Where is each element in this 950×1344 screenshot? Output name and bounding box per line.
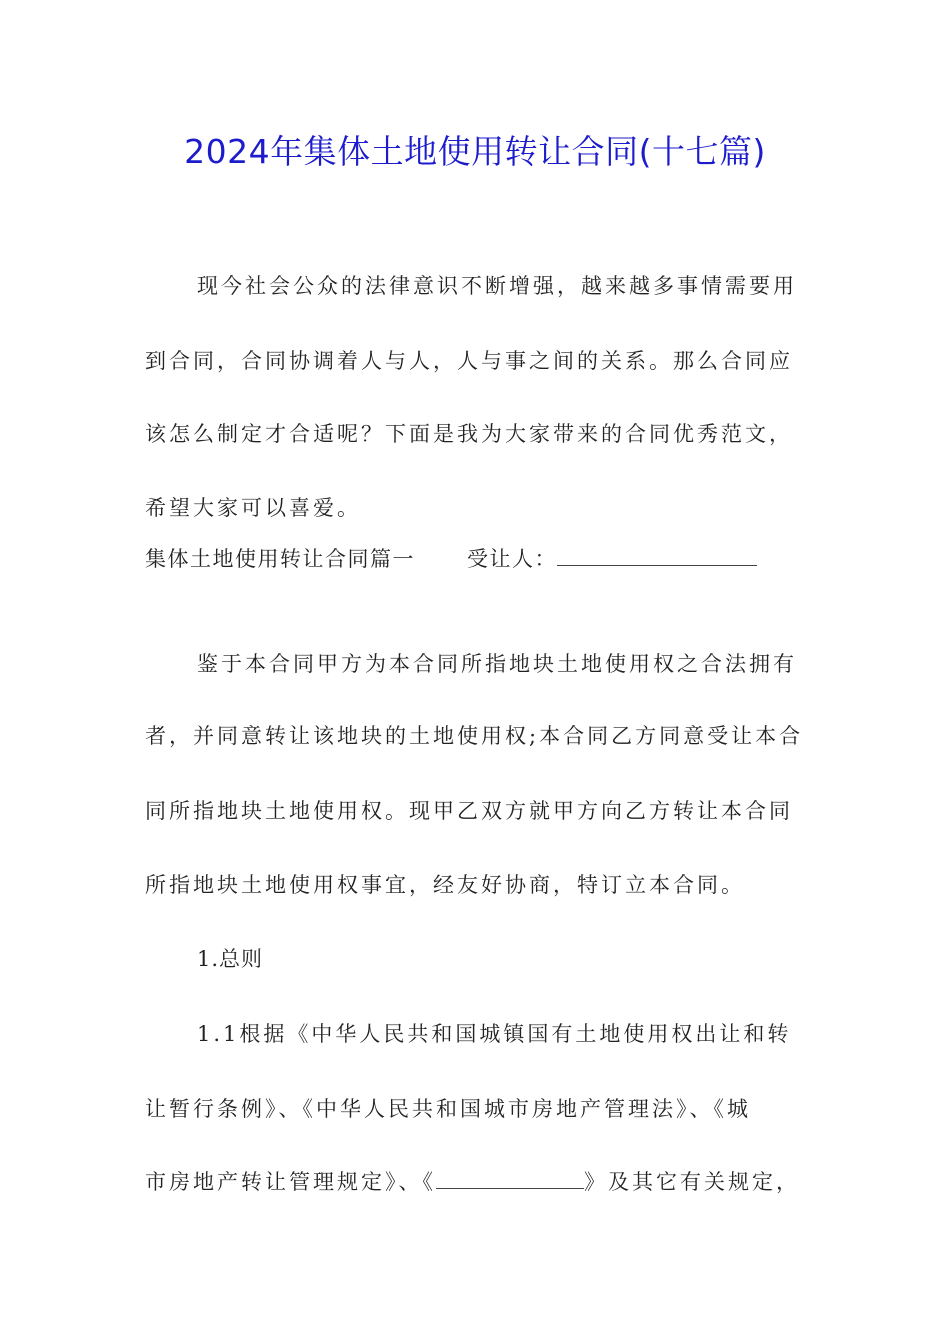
section-heading: 集体土地使用转让合同篇一 — [145, 547, 415, 571]
section-heading-line — [145, 543, 757, 573]
transferee-blank — [557, 547, 757, 566]
paragraph-line: 者，并同意转让该地块的土地使用权;本合同乙方同意受让本合 — [145, 724, 804, 748]
clause-line: 1.1根据《中华人民共和国城镇国有土地使用权出让和转 — [197, 1022, 792, 1046]
paragraph-line: 所指地块土地使用权事宜，经友好协商，特订立本合同。 — [145, 873, 745, 897]
clause-line-3 — [145, 1166, 800, 1196]
clause-line: 让暂行条例》、《中华人民共和国城市房地产管理法》、《城 — [145, 1097, 751, 1121]
intro-line: 现今社会公众的法律意识不断增强，越来越多事情需要用 — [197, 274, 797, 298]
transferee-label: 受让人： — [467, 547, 557, 571]
intro-line: 到合同，合同协调着人与人，人与事之间的关系。那么合同应 — [145, 349, 793, 373]
regulation-blank — [436, 1170, 584, 1189]
document-title: 2024年集体土地使用转让合同(十七篇) — [184, 132, 766, 171]
clause-heading: 1.总则 — [197, 947, 264, 971]
intro-line: 该怎么制定才合适呢？下面是我为大家带来的合同优秀范文， — [145, 422, 793, 446]
paragraph-line: 同所指地块土地使用权。现甲乙双方就甲方向乙方转让本合同 — [145, 799, 793, 823]
intro-line: 希望大家可以喜爱。 — [145, 496, 361, 520]
clause-line-before-blank: 市房地产转让管理规定》、《 — [145, 1170, 436, 1194]
paragraph-line: 鉴于本合同甲方为本合同所指地块土地使用权之合法拥有 — [197, 652, 797, 676]
clause-line-after-blank: 》及其它有关规定， — [584, 1170, 800, 1194]
